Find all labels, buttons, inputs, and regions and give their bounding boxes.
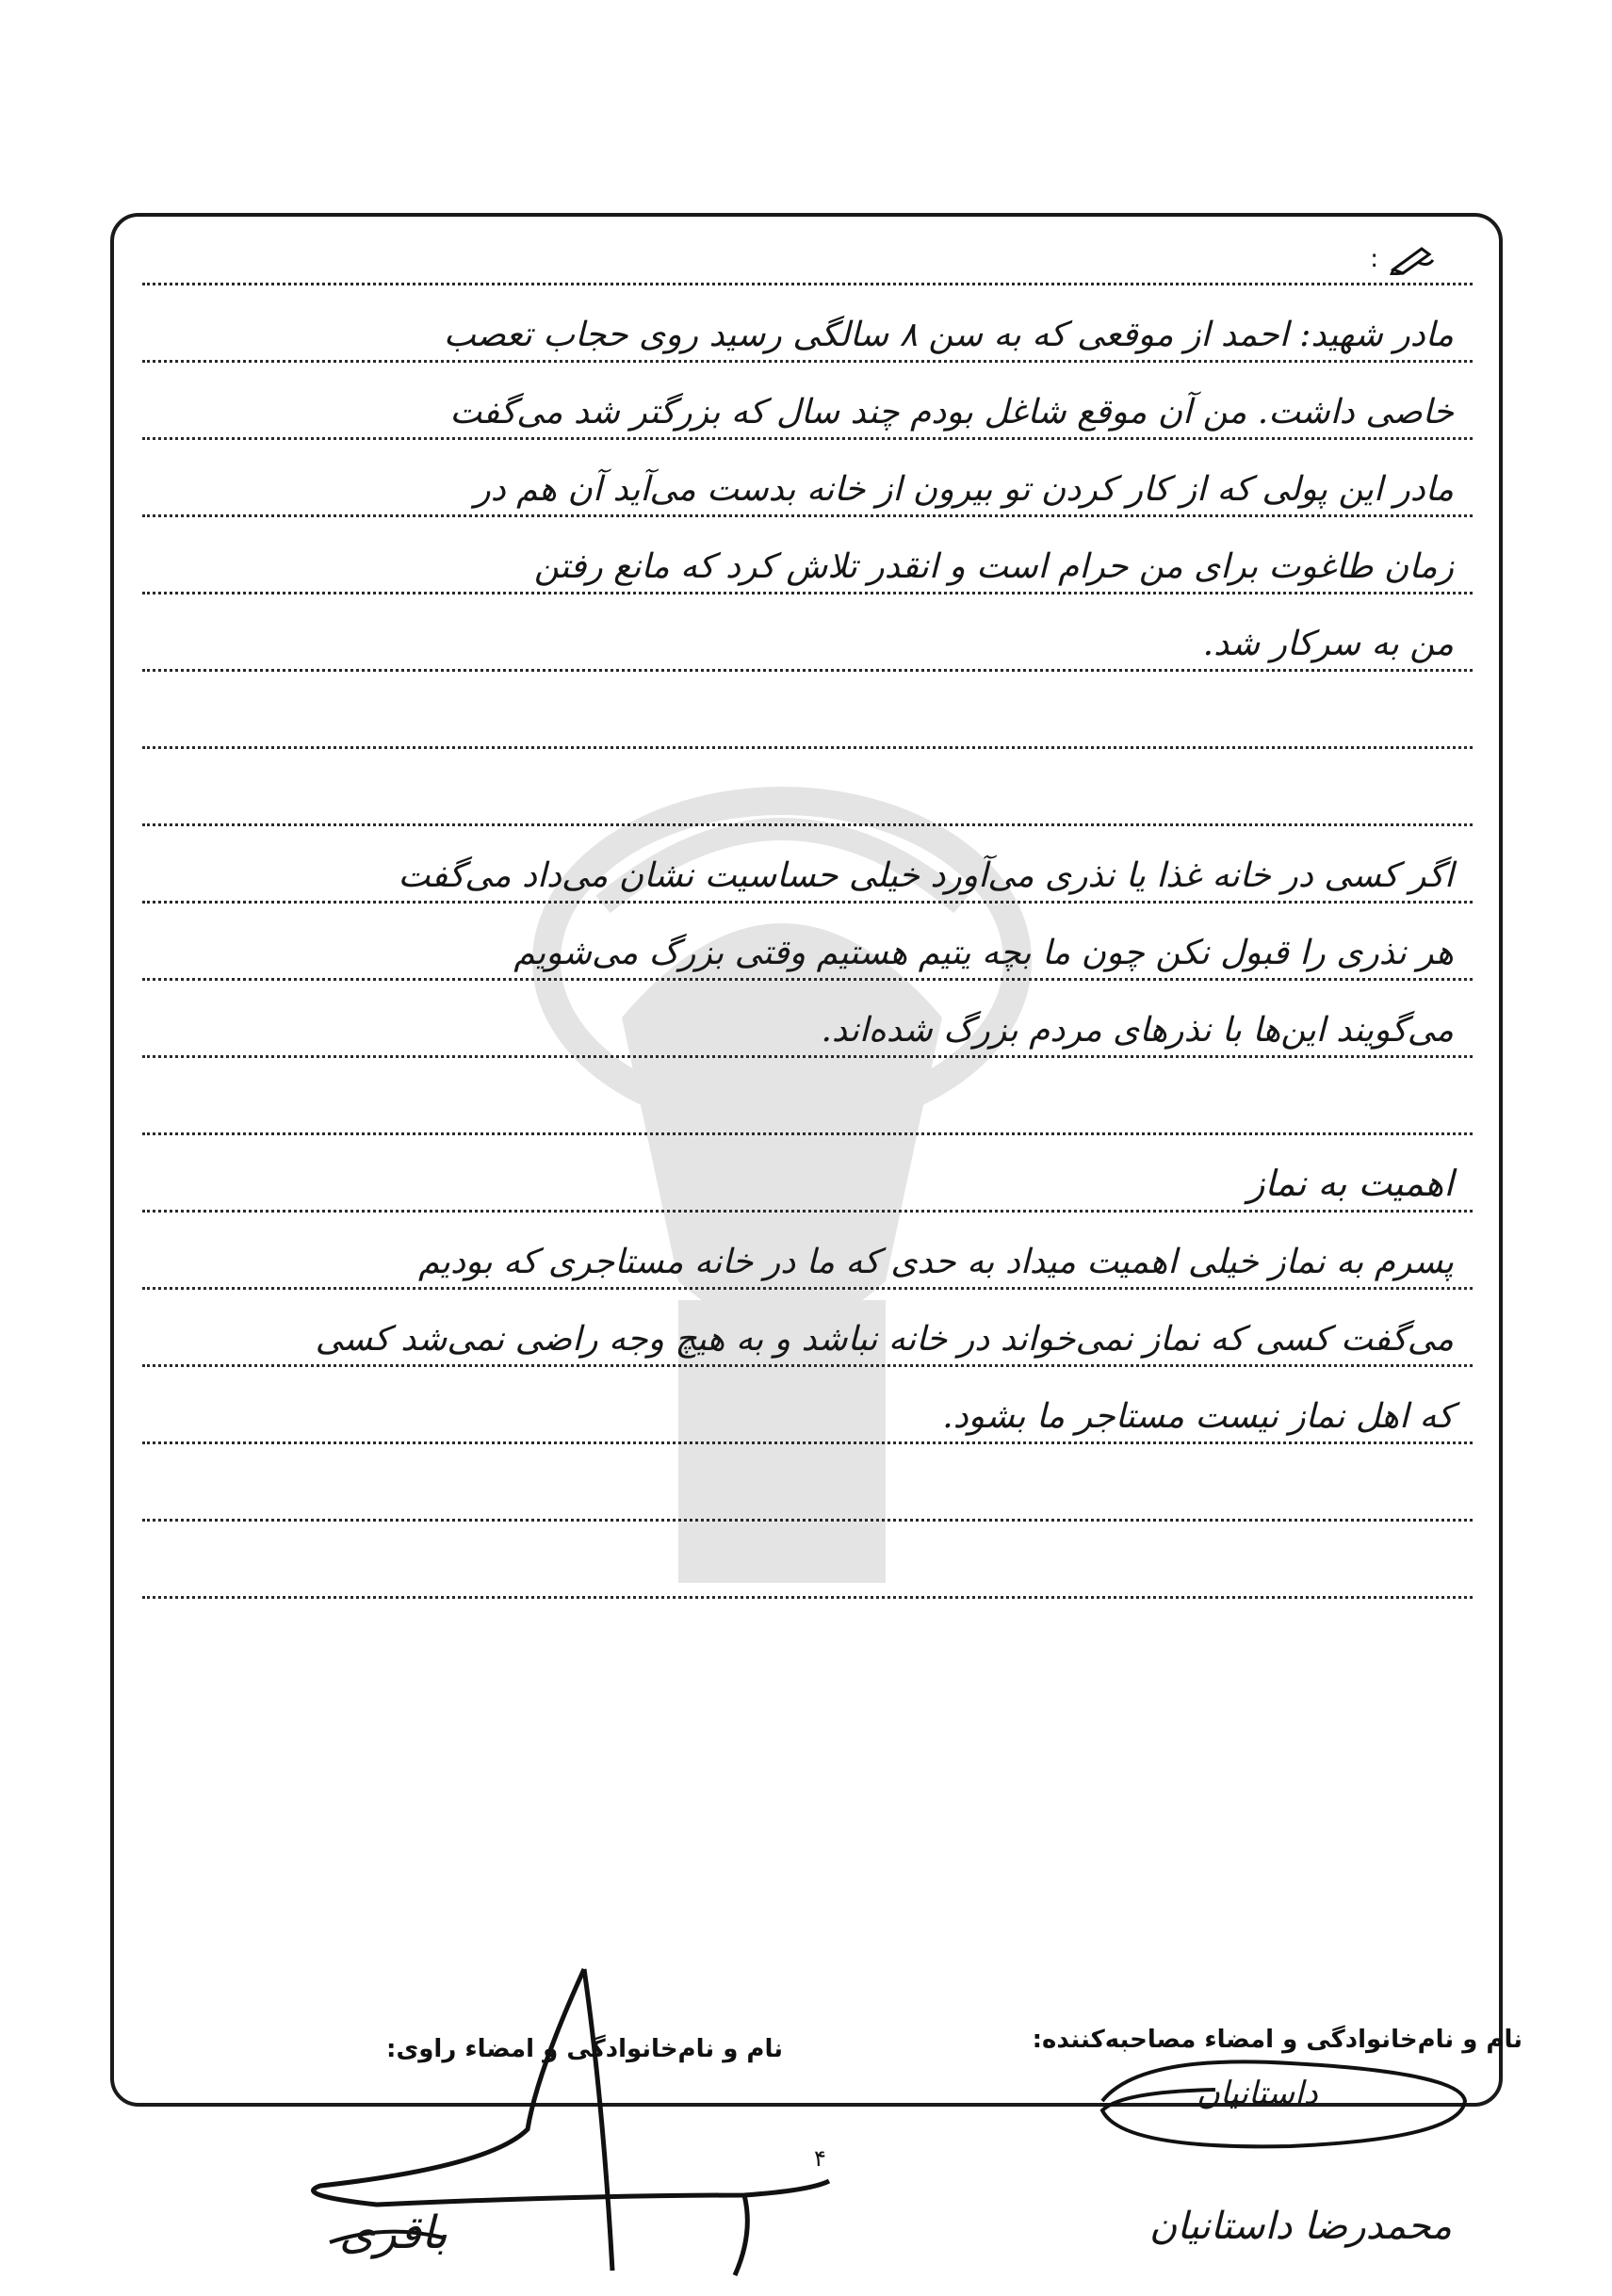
handwritten-line: اگر کسی در خانه غذا یا نذری می‌آورد خیلی حساسیت نشان می‌داد می‌گفت xyxy=(398,856,1454,895)
handwritten-line: پسرم به نماز خیلی اهمیت میداد به حدی که ما در خانه مستاجری که بودیم xyxy=(417,1243,1454,1281)
ruled-line xyxy=(142,294,1473,363)
ruled-line xyxy=(142,217,1473,285)
ruled-line xyxy=(142,835,1473,904)
ruled-line xyxy=(142,757,1473,826)
ruled-line xyxy=(142,1298,1473,1367)
handwritten-line: هر نذری را قبول نکن چون ما بچه یتیم هستیم وقتی بزرگ می‌شویم xyxy=(513,934,1454,972)
ruled-line xyxy=(142,680,1473,749)
interviewer-signature-text: داستانیان xyxy=(1197,2075,1318,2112)
handwritten-line: می‌گفت کسی که نماز نمی‌خواند در خانه نباشد و به هیچ وجه راضی نمی‌شد کسی xyxy=(315,1320,1454,1359)
ruled-line xyxy=(142,989,1473,1058)
ruled-line xyxy=(142,526,1473,594)
ruled-line xyxy=(142,912,1473,981)
narrator-label: نام و نام‌خانوادگی و امضاء راوی: xyxy=(386,2035,783,2063)
ruled-lines xyxy=(142,217,1473,2103)
handwritten-line: مادر این پولی که از کار کردن تو بیرون از خانه بدست می‌آید آن هم در xyxy=(474,470,1454,509)
narrator-name: باقری xyxy=(339,2206,448,2259)
handwritten-line: می‌گویند این‌ها با نذرهای مردم بزرگ شده‌اند. xyxy=(821,1011,1454,1050)
handwritten-line: من به سرکار شد. xyxy=(1202,625,1454,663)
ruled-line xyxy=(142,1067,1473,1135)
ruled-line xyxy=(142,1376,1473,1444)
interviewer-name: محمدرضا داستانیان xyxy=(1149,2205,1453,2248)
handwritten-line: که اهل نماز نیست مستاجر ما بشود. xyxy=(942,1397,1454,1436)
handwritten-line: زمان طاغوت برای من حرام است و انقدر تلاش کرد که مانع رفتن xyxy=(533,547,1454,586)
ruled-line xyxy=(142,603,1473,672)
ruled-line xyxy=(142,371,1473,440)
colon-mark: : xyxy=(1370,245,1378,273)
ruled-line xyxy=(142,1530,1473,1599)
handwritten-line: مادر شهید: احمد از موقعی که به سن ۸ سالگی رسید روی حجاب تعصب xyxy=(443,316,1454,354)
page-number: ۴ xyxy=(814,2145,826,2172)
ruled-line xyxy=(142,1453,1473,1522)
interviewer-label: نام و نام‌خانوادگی و امضاء مصاحبه‌کننده: xyxy=(1032,2026,1522,2054)
section-heading-line xyxy=(142,1144,1473,1213)
ruled-line xyxy=(142,448,1473,517)
ruled-line xyxy=(142,1221,1473,1290)
page-frame xyxy=(110,213,1503,2107)
handwritten-line: خاصی داشت. من آن موقع شاغل بودم چند سال که بزرگتر شد می‌گفت xyxy=(449,393,1454,432)
section-heading: اهمیت به نماز xyxy=(1247,1163,1454,1204)
